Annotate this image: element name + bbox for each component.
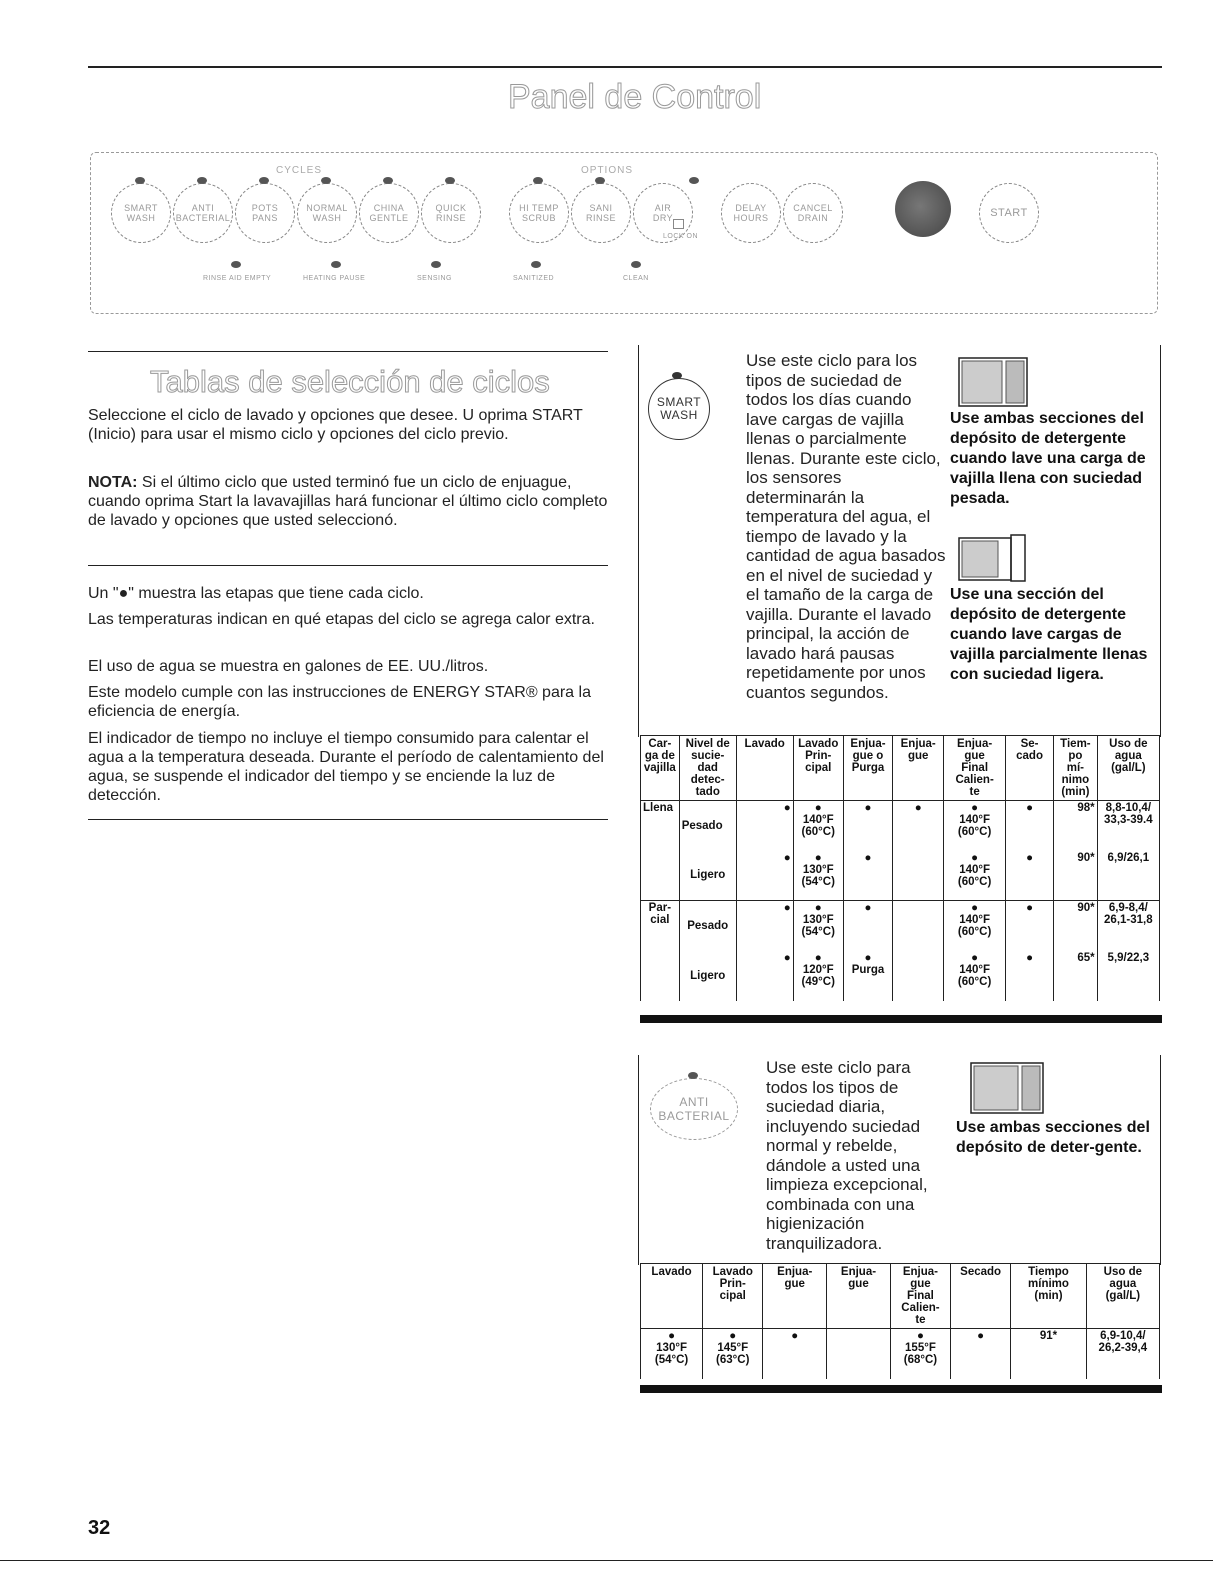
indicator-led-clean [631, 261, 641, 268]
cell-water: 8,8-10,4/ 33,3-39.4 [1097, 801, 1159, 851]
cell-main-wash: ● 140°F (60°C) [793, 801, 843, 851]
smart-wash-icon-led [672, 372, 682, 379]
col-header-soil: Nivel de sucie- dad detec- tado [679, 736, 736, 801]
note-3: El uso de agua se muestra en galones de EE. UU./litros. [88, 658, 489, 675]
indicator-led-sanitized [531, 261, 541, 268]
cell-soil: Ligero [679, 851, 736, 901]
col-header-load: Car- ga de vajilla [641, 736, 680, 801]
smart-wash-description: Use este ciclo para los tipos de suciedad de todos los días cuando lave cargas de vajilla llenas o parcialmente llenas. Durante este ciclo, los sensores determinarán la temperatura del agua, el tiempo de lavado y la cantidad de agua basados en el nivel de suciedad y el tamaño de la carga de vajilla. Durante el lavado principal, la acción de lavado hará pausas repetidamente por unos cuantos segundos. [746, 351, 946, 702]
top-rule [88, 66, 1162, 68]
start-button[interactable]: START [979, 183, 1039, 243]
note-2: Las temperaturas indican en qué etapas del ciclo se agrega calor extra. [88, 611, 595, 628]
cell-rinse [893, 851, 944, 901]
cell-soil: Ligero [679, 951, 736, 1001]
col-header-time: Tiempo mínimo (min) [1011, 1264, 1086, 1329]
hi-temp-led [533, 177, 543, 184]
table-header-row [641, 1264, 1160, 1329]
cell-purge: ● Purga [843, 951, 892, 1001]
cell-water: 6,9/26,1 [1097, 851, 1159, 901]
air-dry-button[interactable]: AIR DRY [633, 183, 693, 243]
cell-water: 6,9-8,4/ 26,1-31,8 [1097, 901, 1159, 951]
col-header-wash: Lavado [736, 736, 793, 801]
cell-wash: ● [736, 801, 793, 851]
smart-wash-icon: SMART WASH [648, 378, 710, 440]
cell-main-wash: ● 130°F (54°C) [793, 851, 843, 901]
cell-wash: ● [736, 901, 793, 951]
cell-wash: ● [736, 851, 793, 901]
cell-purge: ● [843, 901, 892, 951]
detergent-both-text: Use ambas secciones del depósito de detergente cuando lave una carga de vajilla llena con suciedad pesada. [950, 410, 1146, 507]
cell-load: Llena [641, 801, 680, 851]
cell-wash: ● 130°F (54°C) [641, 1329, 703, 1379]
indicator-led-rinse-aid [231, 261, 241, 268]
anti-column-divider-right [1160, 1055, 1161, 1265]
quick-rinse-led [445, 177, 455, 184]
cell-dry: ● [1005, 801, 1053, 851]
normal-wash-led [321, 177, 331, 184]
anti-bacterial-icon-led [688, 1072, 698, 1079]
table-row [641, 851, 1160, 901]
anti-column-divider [638, 1055, 639, 1265]
cell-time: 98* [1054, 801, 1098, 851]
cell-water: 5,9/22,3 [1097, 951, 1159, 1001]
col-header-water: Uso de agua (gal/L) [1097, 736, 1159, 801]
hi-temp-scrub-button[interactable]: HI TEMP SCRUB [509, 183, 569, 243]
col-header-final-rinse: Enjua- gue Final Calien- te [890, 1264, 950, 1329]
cell-load: Par- cial [641, 901, 680, 951]
cell-purge: ● [843, 801, 892, 851]
smart-table-bottom-bar [640, 1015, 1162, 1023]
right-column-divider-right [1160, 345, 1161, 737]
cell-final-rinse: ● 155°F (68°C) [890, 1329, 950, 1379]
indicator-label-rinse-aid: RINSE AID EMPTY [203, 275, 272, 282]
cell-final-rinse: ● 140°F (60°C) [944, 851, 1006, 901]
cell-rinse-2 [827, 1329, 891, 1379]
anti-bacterial-led [197, 177, 207, 184]
col-header-final-rinse: Enjua- gue Final Calien- te [944, 736, 1006, 801]
table-row [641, 951, 1160, 1001]
options-label: OPTIONS [581, 165, 634, 176]
cycles-label: CYCLES [276, 165, 323, 176]
cell-time: 90* [1054, 901, 1098, 951]
quick-rinse-button[interactable]: QUICK RINSE [421, 183, 481, 243]
col-header-main-wash: Lavado Prin- cipal [793, 736, 843, 801]
normal-wash-button[interactable]: NORMAL WASH [297, 183, 357, 243]
cell-rinse-1: ● [763, 1329, 827, 1379]
col-header-rinse: Enjua- gue [893, 736, 944, 801]
cell-rinse: ● [893, 801, 944, 851]
cell-rinse [893, 901, 944, 951]
cell-time: 90* [1054, 851, 1098, 901]
right-column-divider [638, 345, 639, 737]
smart-wash-led [135, 177, 145, 184]
cell-main-wash: ● 130°F (54°C) [793, 901, 843, 951]
cell-time: 91* [1011, 1329, 1086, 1379]
note-5: El indicador de tiempo no incluye el tiempo consumido para calentar el agua a la temperatura deseada. Durante el período de calentamiento del agua, se suspende el indicador del tiempo y se enciende la luz de detección. [88, 730, 604, 804]
indicator-led-sensing [431, 261, 441, 268]
pots-pans-button[interactable]: POTS PANS [235, 183, 295, 243]
anti-bacterial-button[interactable]: ANTI BACTERIAL [173, 183, 233, 243]
detergent-both-icon-2 [970, 1062, 1044, 1114]
table-header-row [641, 736, 1160, 801]
lock-label: LOCK ON [663, 233, 699, 240]
cell-dry: ● [1005, 851, 1053, 901]
note-4: Este modelo cumple con las instrucciones de ENERGY STAR® para la eficiencia de energía. [88, 684, 591, 720]
left-rule-top [88, 351, 608, 352]
cell-wash: ● [736, 951, 793, 1001]
smart-wash-table [640, 735, 1160, 1001]
lock-icon [673, 219, 684, 229]
status-display [895, 181, 951, 237]
intro-paragraph: Seleccione el ciclo de lavado y opciones que desee. U oprima START (Inicio) para usar el mismo ciclo y opciones del ciclo previo. [88, 407, 583, 443]
cell-soil: Pesado [679, 901, 736, 951]
nota-paragraph: NOTA: Si el último ciclo que usted terminó fue un ciclo de enjuague, cuando oprima Start la lavavajillas hará funcionar el último ciclo completo de lavado y opciones que usted seleccionó. [88, 474, 608, 529]
cell-final-rinse: ● 140°F (60°C) [944, 951, 1006, 1001]
anti-detergent-text: Use ambas secciones del depósito de deter-gente. [956, 1119, 1150, 1156]
left-rule-mid [88, 565, 608, 566]
china-gentle-button[interactable]: CHINA GENTLE [359, 183, 419, 243]
table-row [641, 801, 1160, 851]
cell-dry: ● [951, 1329, 1011, 1379]
page-number: 32 [88, 1517, 111, 1539]
delay-hours-button[interactable]: DELAY HOURS [721, 183, 781, 243]
cell-time: 65* [1054, 951, 1098, 1001]
cell-main-wash: ● 120°F (49°C) [793, 951, 843, 1001]
table-row [641, 1329, 1160, 1379]
col-header-rinse-2: Enjua- gue [827, 1264, 891, 1329]
col-header-water: Uso de agua (gal/L) [1086, 1264, 1159, 1329]
cell-final-rinse: ● 140°F (60°C) [944, 901, 1006, 951]
cell-soil: Pesado [679, 801, 736, 851]
detergent-both-icon [958, 357, 1028, 407]
left-rule-bottom [88, 819, 608, 820]
smart-wash-button[interactable]: SMART WASH [111, 183, 171, 243]
cell-dry: ● [1005, 901, 1053, 951]
indicator-label-sanitized: SANITIZED [513, 275, 555, 282]
indicator-label-clean: CLEAN [623, 275, 649, 282]
col-header-dry: Se- cado [1005, 736, 1053, 801]
col-header-main-wash: Lavado Prin- cipal [703, 1264, 763, 1329]
col-header-dry: Secado [951, 1264, 1011, 1329]
col-header-purge: Enjua- gue o Purga [843, 736, 892, 801]
pots-pans-led [259, 177, 269, 184]
anti-bacterial-description: Use este ciclo para todos los tipos de suciedad diaria, incluyendo suciedad normal y rebelde, dándole a usted una limpieza excepcional, combinada con una higienización tranquilizadora. [766, 1058, 928, 1253]
col-header-rinse-1: Enjua- gue [763, 1264, 827, 1329]
table-row [641, 901, 1160, 951]
air-dry-led [689, 177, 699, 184]
cell-purge: ● [843, 851, 892, 901]
anti-bacterial-table [640, 1263, 1160, 1379]
cell-load [641, 951, 680, 1001]
bottom-rule [0, 1560, 1213, 1561]
sani-rinse-button[interactable]: SANI RINSE [571, 183, 631, 243]
cancel-drain-button[interactable]: CANCEL DRAIN [783, 183, 843, 243]
detergent-one-icon [958, 534, 1028, 582]
detergent-one-text: Use una sección del depósito de detergente cuando lave cargas de vajilla parcialmente llenas con suciedad ligera. [950, 586, 1148, 683]
cell-rinse [893, 951, 944, 1001]
anti-table-bottom-bar [640, 1385, 1162, 1393]
indicator-label-sensing: SENSING [417, 275, 453, 282]
indicator-led-heating [331, 261, 341, 268]
cell-final-rinse: ● 140°F (60°C) [944, 801, 1006, 851]
cell-main-wash: ● 145°F (63°C) [703, 1329, 763, 1379]
section-title: Tablas de selección de ciclos [150, 364, 550, 399]
cell-water: 6,9-10,4/ 26,2-39,4 [1086, 1329, 1159, 1379]
china-gentle-led [383, 177, 393, 184]
col-header-time: Tiem- po mí- nimo (min) [1054, 736, 1098, 801]
indicator-label-heating: HEATING PAUSE [303, 275, 366, 282]
cell-dry: ● [1005, 951, 1053, 1001]
note-1: Un "●" muestra las etapas que tiene cada ciclo. [88, 585, 424, 602]
control-panel [90, 152, 1158, 314]
anti-bacterial-icon: ANTI BACTERIAL [650, 1078, 738, 1140]
col-header-wash: Lavado [641, 1264, 703, 1329]
page-title: Panel de Control [508, 78, 762, 116]
sani-rinse-led [595, 177, 605, 184]
cell-load [641, 851, 680, 901]
